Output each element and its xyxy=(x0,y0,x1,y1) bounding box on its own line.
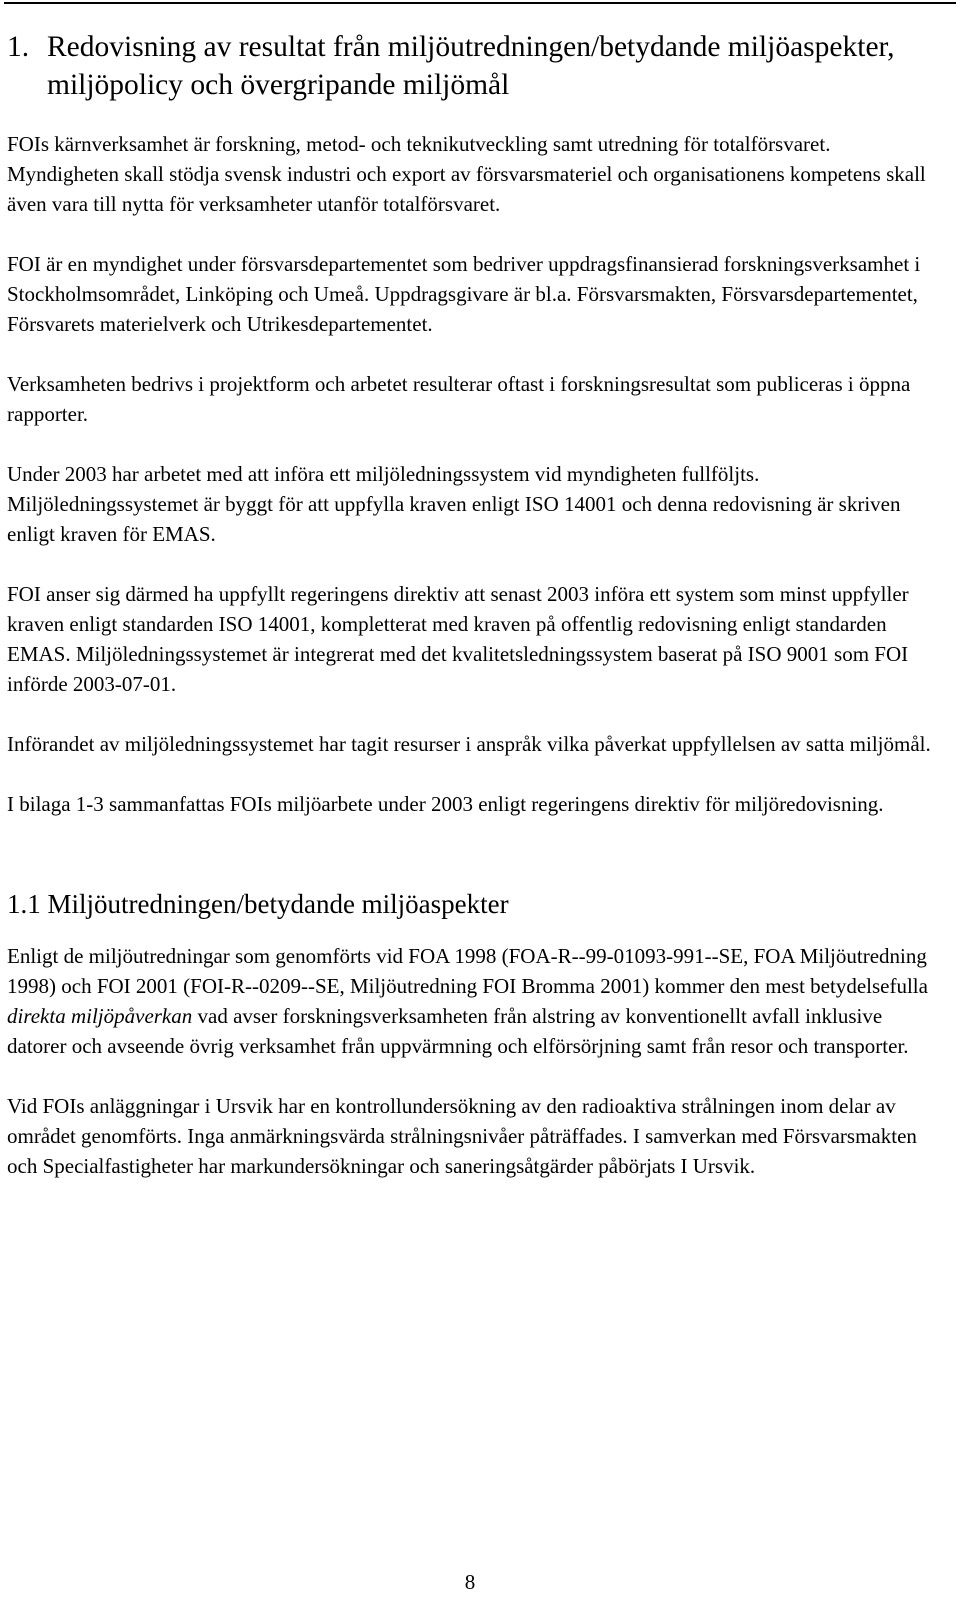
paragraph-authority: FOI är en myndighet under försvarsdepartementet som bedriver uppdragsfinansierad forskningsverksamhet i Stockholmsområdet, Linköping och Umeå. Uppdragsgivare är bl.a. Försvarsmakten, Försvarsdepartementet, Försvarets materielverk och Utrikesdepartementet. xyxy=(7,252,921,336)
page-number: 8 xyxy=(464,1570,476,1594)
subsection-heading: 1.1 Miljöutredningen/betydande miljöaspekter xyxy=(7,889,509,919)
paragraph-review-text-end: vad avser forskningsverksamheten från alstring av konventionellt avfall inklusive datorer och avseende övrig verksamhet från uppvärmning och elförsörjning samt från resor och transporter. xyxy=(7,1004,909,1058)
header-rule xyxy=(4,2,956,4)
document-page xyxy=(7,28,942,1181)
paragraph-resources: Införandet av miljöledningssystemet har tagit resurser i anspråk vilka påverkat uppfyllelsen av satta miljömål. xyxy=(7,732,931,756)
section-title: Redovisning av resultat från miljöutredningen/betydande miljöaspekter, miljöpolicy och övergripande miljömål xyxy=(47,31,895,101)
section-number: 1. xyxy=(7,31,30,63)
paragraph-ursvik: Vid FOIs anläggningar i Ursvik har en kontrollundersökning av den radioaktiva strålningen inom delar av området genomförts. Inga anmärkningsvärda strålningsnivåer påträffades. I samverkan med Försvarsmakten och Specialfastigheter har markundersökningar och saneringsåtgärder påbörjats I Ursvik. xyxy=(7,1094,917,1178)
paragraph-appendix: I bilaga 1-3 sammanfattas FOIs miljöarbete under 2003 enligt regeringens direktiv för miljöredovisning. xyxy=(7,792,884,816)
paragraph-environmental-review xyxy=(7,941,942,1061)
paragraph-ems-2003: Under 2003 har arbetet med att införa ett miljöledningssystem vid myndigheten fullföljts. Miljöledningssystemet är byggt för att uppfylla kraven enligt ISO 14001 och denna redovisning är skriven enligt kraven för EMAS. xyxy=(7,462,901,546)
section-heading xyxy=(7,28,942,104)
paragraph-core-business: FOIs kärnverksamhet är forskning, metod- och teknikutveckling samt utredning för totalförsvaret. Myndigheten skall stödja svensk industri och export av försvarsmateriel och organisationens kompetens skall även vara till nytta för verksamheter utanför totalförsvaret. xyxy=(7,132,926,216)
paragraph-project-form: Verksamheten bedrivs i projektform och arbetet resulterar oftast i forskningsresultat som publiceras i öppna rapporter. xyxy=(7,372,911,426)
paragraph-directive: FOI anser sig därmed ha uppfyllt regeringens direktiv att senast 2003 införa ett system som minst uppfyller kraven enligt standarden ISO 14001, kompletterat med kraven på offentlig redovisning enligt standarden EMAS. Miljöledningssystemet är integrerat med det kvalitetsledningssystem baserat på ISO 9001 som FOI införde 2003-07-01. xyxy=(7,582,909,696)
paragraph-review-text-start: Enligt de miljöutredningar som genomförts vid FOA 1998 (FOA-R--99-01093-991--SE, FOA Miljöutredning 1998) och FOI 2001 (FOI-R--0209--SE, Miljöutredning FOI Bromma 2001) kommer den mest betydelsefulla xyxy=(7,944,928,998)
paragraph-review-emphasis: direkta miljöpåverkan xyxy=(7,1004,193,1028)
